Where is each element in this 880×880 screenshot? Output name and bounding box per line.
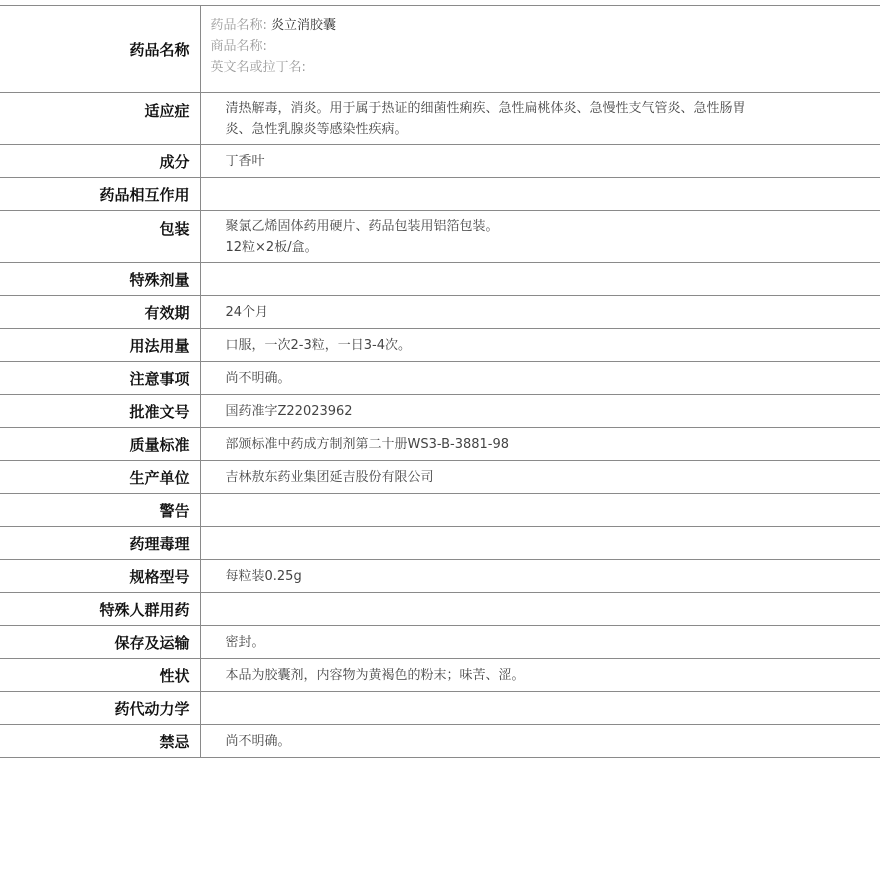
row-drug-interactions <box>0 178 880 211</box>
row-label: 药品相互作用 <box>0 178 200 211</box>
row-label: 成分 <box>0 145 200 178</box>
english-name-line <box>211 57 791 78</box>
row-storage-transport <box>0 626 880 659</box>
row-warning <box>0 494 880 527</box>
row-ingredients <box>0 145 880 178</box>
row-packaging <box>0 211 880 263</box>
row-pharmacokinetics <box>0 692 880 725</box>
row-manufacturer <box>0 461 880 494</box>
row-value: 尚不明确。 <box>200 362 880 395</box>
row-specification <box>0 560 880 593</box>
row-label: 特殊人群用药 <box>0 593 200 626</box>
row-value: 国药准字Z22023962 <box>200 395 880 428</box>
row-value <box>200 263 880 296</box>
drug-name-value: 炎立消胶囊 <box>271 18 337 33</box>
row-label: 质量标准 <box>0 428 200 461</box>
row-label: 禁忌 <box>0 725 200 758</box>
row-special-dosage <box>0 263 880 296</box>
value-line: 清热解毒，消炎。用于属于热证的细菌性痢疾、急性扁桃体炎、急慢性支气管炎、急性肠胃 <box>225 100 746 116</box>
row-label: 批准文号 <box>0 395 200 428</box>
row-label: 生产单位 <box>0 461 200 494</box>
english-name-key: 英文名或拉丁名: <box>210 60 306 75</box>
row-label: 警告 <box>0 494 200 527</box>
row-approval-number <box>0 395 880 428</box>
drug-info-sheet <box>0 5 880 758</box>
row-precautions <box>0 362 880 395</box>
row-value: 吉林敖东药业集团延吉股份有限公司 <box>200 461 880 494</box>
row-value <box>200 494 880 527</box>
row-label: 特殊剂量 <box>0 263 200 296</box>
drug-name-cell <box>200 6 880 93</box>
row-description <box>0 659 880 692</box>
drug-info-table <box>0 5 880 758</box>
row-dosage <box>0 329 880 362</box>
row-label: 适应症 <box>0 93 200 145</box>
row-value: 尚不明确。 <box>200 725 880 758</box>
row-contraindications <box>0 725 880 758</box>
row-label: 药品名称 <box>0 6 200 93</box>
row-value <box>200 692 880 725</box>
value-line: 12粒×2板/盒。 <box>225 239 318 255</box>
row-drug-name <box>0 6 880 93</box>
row-value: 部颁标准中药成方制剂第二十册WS3-B-3881-98 <box>200 428 880 461</box>
row-label: 药理毒理 <box>0 527 200 560</box>
row-value: 本品为胶囊剂，内容物为黄褐色的粉末；味苦、涩。 <box>200 659 880 692</box>
row-special-populations <box>0 593 880 626</box>
row-value <box>200 93 880 145</box>
row-value: 24个月 <box>200 296 880 329</box>
row-label: 性状 <box>0 659 200 692</box>
row-label: 包装 <box>0 211 200 263</box>
value-line: 炎、急性乳腺炎等感染性疾病。 <box>225 121 408 137</box>
row-label: 注意事项 <box>0 362 200 395</box>
row-indications <box>0 93 880 145</box>
row-value: 丁香叶 <box>200 145 880 178</box>
row-value: 每粒装0.25g <box>200 560 880 593</box>
drug-name-line <box>211 15 791 36</box>
row-value: 口服，一次2-3粒，一日3-4次。 <box>200 329 880 362</box>
row-quality-standard <box>0 428 880 461</box>
trade-name-key: 商品名称: <box>210 39 267 54</box>
row-label: 用法用量 <box>0 329 200 362</box>
row-value <box>200 211 880 263</box>
drug-name-key: 药品名称: <box>210 18 267 33</box>
row-value <box>200 527 880 560</box>
row-value <box>200 178 880 211</box>
value-line: 聚氯乙烯固体药用硬片、药品包装用铝箔包装。 <box>225 218 499 234</box>
trade-name-line <box>211 36 791 57</box>
row-value: 密封。 <box>200 626 880 659</box>
row-label: 有效期 <box>0 296 200 329</box>
row-label: 药代动力学 <box>0 692 200 725</box>
row-value <box>200 593 880 626</box>
row-shelf-life <box>0 296 880 329</box>
row-label: 保存及运输 <box>0 626 200 659</box>
row-pharmacology-toxicology <box>0 527 880 560</box>
row-label: 规格型号 <box>0 560 200 593</box>
